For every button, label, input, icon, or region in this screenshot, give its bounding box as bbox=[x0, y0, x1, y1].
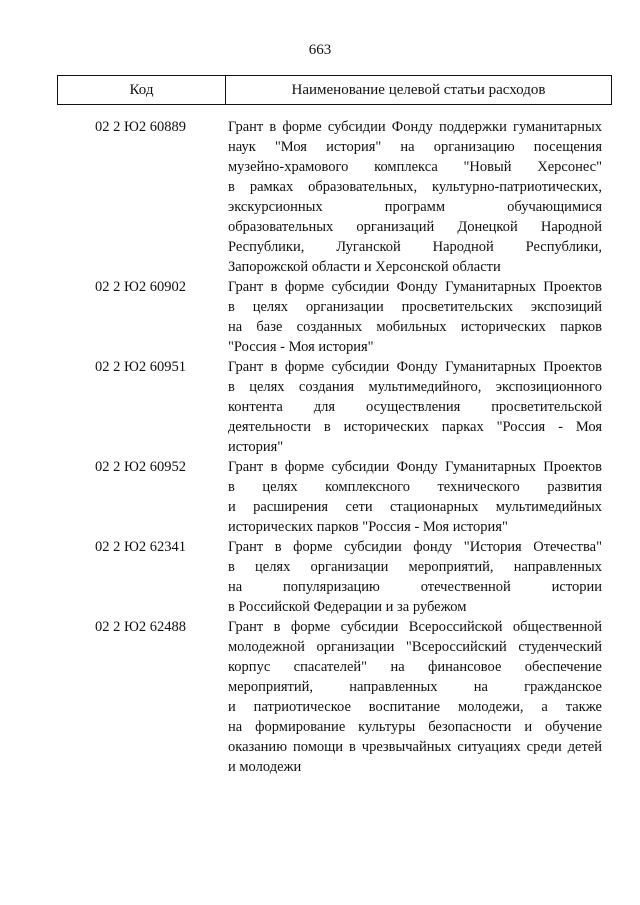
table-header bbox=[57, 75, 612, 105]
header-code: Код bbox=[58, 76, 226, 104]
row-code: 02 2 Ю2 60952 bbox=[94, 459, 187, 475]
row-description bbox=[228, 537, 602, 617]
description-line: "Россия - Моя история" bbox=[228, 339, 374, 355]
description-line: исторических парков "Россия - Моя история" bbox=[228, 519, 508, 535]
description-line: Грант в форме субсидии фонду "История Отечества" bbox=[228, 539, 602, 555]
row-code: 02 2 Ю2 60951 bbox=[94, 359, 187, 375]
description-line: деятельности в исторических парках "Россия - Моя bbox=[228, 419, 602, 435]
description-line: оказанию помощи в чрезвычайных ситуациях среди детей bbox=[228, 739, 602, 755]
row-description bbox=[228, 457, 602, 537]
table-row bbox=[57, 457, 612, 537]
table-row bbox=[57, 277, 612, 357]
header-name: Наименование целевой статьи расходов bbox=[291, 81, 546, 98]
description-line: контента для осуществления просветительской bbox=[228, 399, 602, 415]
description-line: мероприятий, направленных на гражданское bbox=[228, 679, 602, 695]
description-line: Республики, Луганской Народной Республики, bbox=[228, 239, 602, 255]
description-line: образовательных организаций Донецкой Народной bbox=[228, 219, 602, 235]
description-line: на популяризацию отечественной истории bbox=[228, 579, 602, 595]
table-body bbox=[57, 117, 612, 777]
row-description bbox=[228, 277, 602, 357]
description-line: на формирование культуры безопасности и обучение bbox=[228, 719, 602, 735]
row-code: 02 2 Ю2 60902 bbox=[94, 279, 187, 295]
description-line: в целях комплексного технического развития bbox=[228, 479, 602, 495]
description-line: наук "Моя история" на организацию посещения bbox=[228, 139, 602, 155]
description-line: в целях организации просветительских экспозиций bbox=[228, 299, 602, 315]
description-line: и патриотическое воспитание молодежи, а также bbox=[228, 699, 602, 715]
row-code: 02 2 Ю2 62488 bbox=[94, 619, 187, 635]
description-line: музейно-храмового комплекса "Новый Херсонес" bbox=[228, 159, 602, 175]
description-line: и молодежи bbox=[228, 759, 302, 775]
description-line: в целях организации мероприятий, направленных bbox=[228, 559, 602, 575]
description-line: в рамках образовательных, культурно-патриотических, bbox=[228, 179, 602, 195]
row-description bbox=[228, 117, 602, 277]
description-line: корпус спасателей" на финансовое обеспечение bbox=[228, 659, 602, 675]
description-line: Грант в форме субсидии Фонду Гуманитарных Проектов bbox=[228, 359, 602, 375]
table-row bbox=[57, 617, 612, 777]
description-line: в Российской Федерации и за рубежом bbox=[228, 599, 467, 615]
row-description bbox=[228, 617, 602, 777]
row-code: 02 2 Ю2 62341 bbox=[94, 539, 187, 555]
description-line: экскурсионных программ обучающимися bbox=[228, 199, 602, 215]
page-number: 663 bbox=[308, 42, 332, 58]
row-code: 02 2 Ю2 60889 bbox=[94, 119, 187, 135]
description-line: Грант в форме субсидии Фонду Гуманитарных Проектов bbox=[228, 279, 602, 295]
row-description bbox=[228, 357, 602, 457]
description-line: молодежной организации "Всероссийский студенческий bbox=[228, 639, 602, 655]
description-line: в целях создания мультимедийного, экспозиционного bbox=[228, 379, 602, 395]
description-line: Грант в форме субсидии Фонду Гуманитарных Проектов bbox=[228, 459, 602, 475]
table-row bbox=[57, 537, 612, 617]
description-line: Запорожской области и Херсонской области bbox=[228, 259, 501, 275]
table-row bbox=[57, 357, 612, 457]
description-line: на базе созданных мобильных исторических парков bbox=[228, 319, 602, 335]
description-line: Грант в форме субсидии Фонду поддержки гуманитарных bbox=[228, 119, 602, 135]
description-line: Грант в форме субсидии Всероссийской общественной bbox=[228, 619, 602, 635]
description-line: и расширения сети стационарных мультимедийных bbox=[228, 499, 602, 515]
table-row bbox=[57, 117, 612, 277]
description-line: история" bbox=[228, 439, 284, 455]
